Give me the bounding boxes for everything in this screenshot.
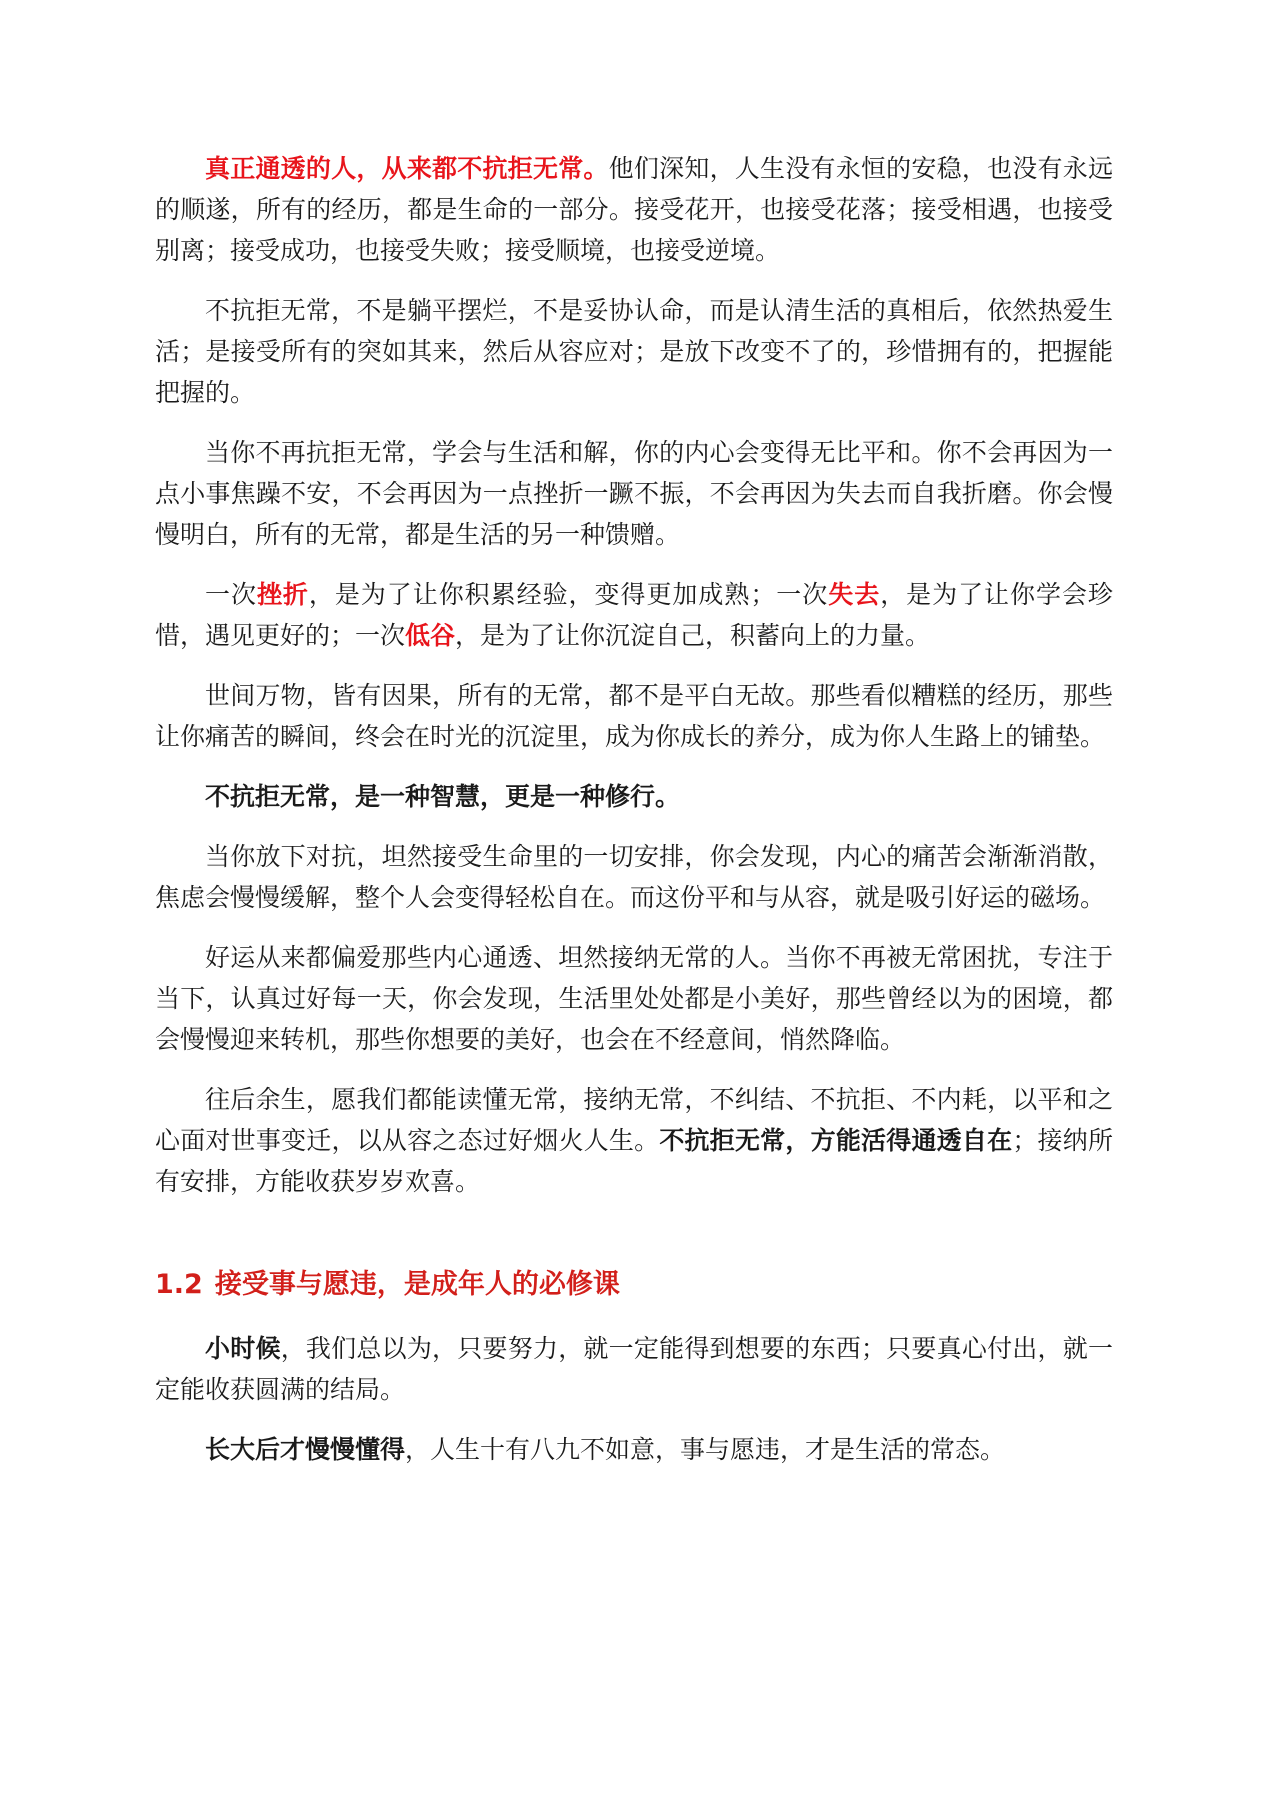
paragraph [155,1079,1113,1202]
text-run: 往后余生，愿我们都能读懂无常，接纳无常，不纠结、不抗拒、不内耗，以平和之心面对世事变迁，以从容之态过好烟火人生。 [155,1085,1113,1155]
text-run: 世间万物，皆有因果，所有的无常，都不是平白无故。那些看似糟糕的经历，那些让你痛苦的瞬间，终会在时光的沉淀里，成为你成长的养分，成为你人生路上的铺垫。 [155,681,1113,751]
text-run: ，是为了让你学会珍惜，遇见更好的；一次 [155,580,1113,650]
section-paragraphs [155,1328,1113,1470]
paragraph [155,148,1113,271]
text-run: 当你不再抗拒无常，学会与生活和解，你的内心会变得无比平和。你不会再因为一点小事焦躁不安，不会再因为一点挫折一蹶不振，不会再因为失去而自我折磨。你会慢慢明白，所有的无常，都是生活的另一种馈赠。 [155,438,1113,549]
paragraph [155,675,1113,757]
text-run: 一次 [205,580,257,609]
emphasis-text: 不抗拒无常，方能活得通透自在 [659,1126,1013,1155]
text-run: 不抗拒无常，不是躺平摆烂，不是妥协认命，而是认清生活的真相后，依然热爱生活；是接受所有的突如其来，然后从容应对；是放下改变不了的，珍惜拥有的，把握能把握的。 [155,296,1113,407]
paragraph [155,937,1113,1060]
paragraph [155,836,1113,918]
section-heading [155,1263,1113,1307]
paragraph [155,290,1113,413]
text-run: ，是为了让你沉淀自己，积蓄向上的力量。 [455,621,931,650]
paragraph [155,574,1113,656]
emphasis-text: 小时候 [205,1334,281,1363]
document-page [155,148,1113,1489]
text-run: ；接纳所有安排，方能收获岁岁欢喜。 [155,1126,1113,1196]
paragraph [155,432,1113,555]
emphasis-text: 不抗拒无常，是一种智慧，更是一种修行。 [205,782,681,811]
emphasis-text: 失去 [828,580,881,609]
section-number: 1.2 [155,1269,203,1300]
text-run: 好运从来都偏爱那些内心通透、坦然接纳无常的人。当你不再被无常困扰，专注于当下，认真过好每一天，你会发现，生活里处处都是小美好，那些曾经以为的困境，都会慢慢迎来转机，那些你想要的美好，也会在不经意间，悄然降临。 [155,943,1113,1054]
section-title: 接受事与愿违，是成年人的必修课 [214,1269,620,1300]
emphasis-text: 真正通透的人，从来都不抗拒无常。 [205,154,609,183]
text-run: 当你放下对抗，坦然接受生命里的一切安排，你会发现，内心的痛苦会渐渐消散，焦虑会慢慢缓解，整个人会变得轻松自在。而这份平和与从容，就是吸引好运的磁场。 [155,842,1113,912]
text-run: ，是为了让你积累经验，变得更加成熟；一次 [308,580,829,609]
paragraph [155,1328,1113,1410]
body-paragraphs [155,148,1113,1202]
paragraph [155,776,1113,817]
emphasis-text: 低谷 [405,621,456,650]
paragraph [155,1429,1113,1470]
text-run: 他们深知，人生没有永恒的安稳，也没有永远的顺遂，所有的经历，都是生命的一部分。接受花开，也接受花落；接受相遇，也接受别离；接受成功，也接受失败；接受顺境，也接受逆境。 [155,154,1113,265]
text-run: ，我们总以为，只要努力，就一定能得到想要的东西；只要真心付出，就一定能收获圆满的结局。 [155,1334,1113,1404]
emphasis-text: 长大后才慢慢懂得 [205,1435,406,1464]
text-run: ，人生十有八九不如意，事与愿违，才是生活的常态。 [405,1435,1006,1464]
emphasis-text: 挫折 [256,580,309,609]
